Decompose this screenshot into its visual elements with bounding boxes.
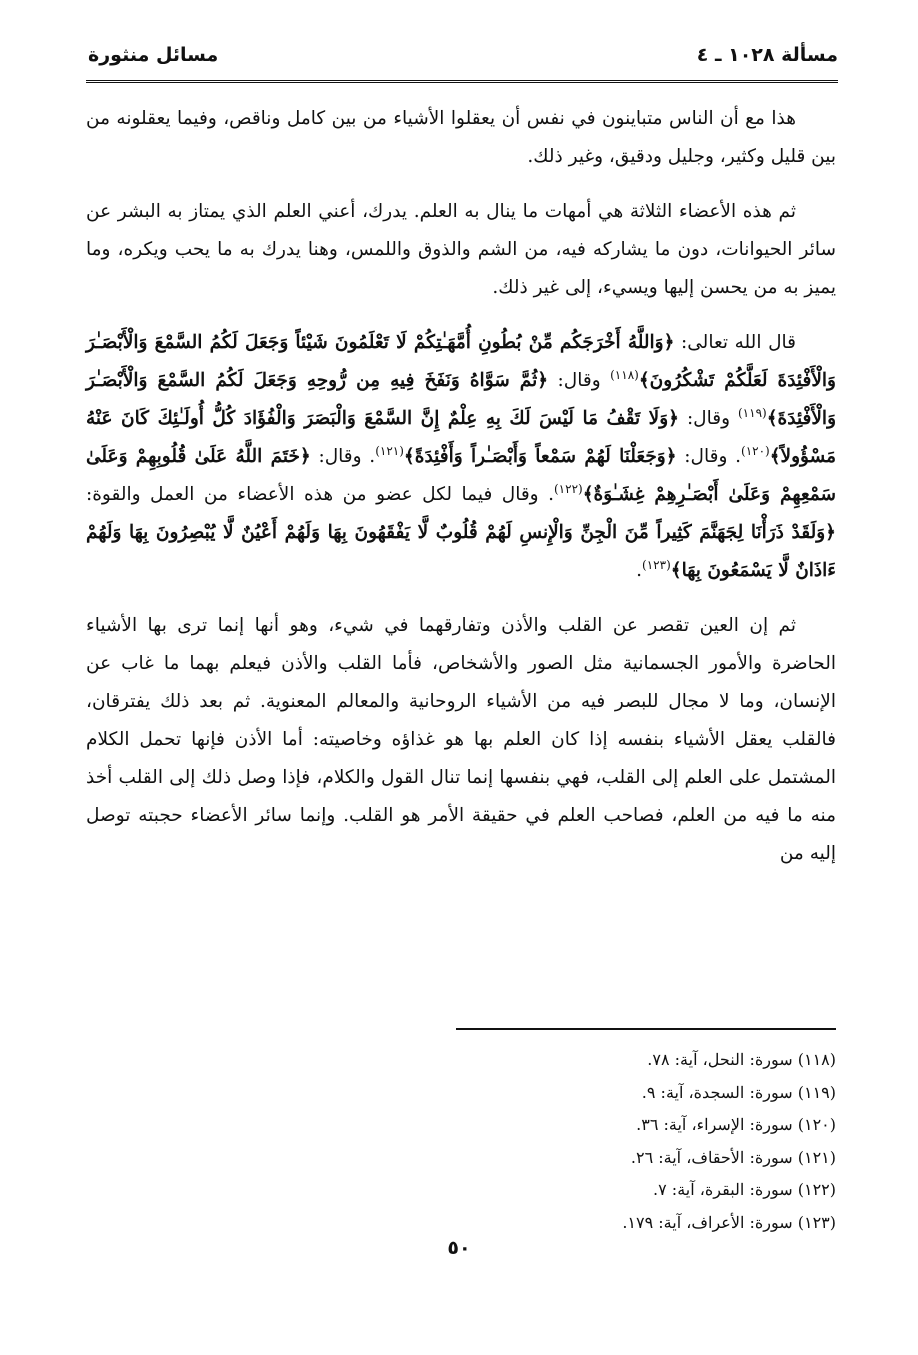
quran-verse: ﴿خَتَمَ اللَّهُ عَلَىٰ قُلُوبِهِمْ وَعَلَىٰ سَمْعِهِمْ وَعَلَىٰ أَبْصَـٰرِهِمْ غِشَـٰوَةٌ﴾	[86, 446, 837, 505]
main-text	[86, 100, 836, 890]
footnotes	[86, 1044, 836, 1239]
prose-text: وقال:	[679, 408, 738, 429]
quran-verse: ﴿وَلَا تَقْفُ مَا لَيْسَ لَكَ بِهِ عِلْمٌ إِنَّ السَّمْعَ وَالْبَصَرَ وَالْفُؤَادَ كُلُّ أُولَـٰئِكَ كَانَ عَنْهُ مَسْؤُولاً﴾	[86, 408, 837, 467]
running-header	[88, 38, 838, 72]
quran-verse: ﴿وَجَعَلْنَا لَهُمْ سَمْعاً وَأَبْصَـٰراً وَأَفْئِدَةً﴾	[403, 446, 677, 467]
footnote-reference: (١١٩)	[737, 405, 767, 420]
quran-verse: ﴿وَاللَّهُ أَخْرَجَكُم مِّنْ بُطُونِ أُمَّهَـٰتِكُمْ لَا تَعْلَمُونَ شَيْئاً وَجَعَلَ لَكُمُ السَّمْعَ وَالْأَبْصَـٰرَ وَالْأَفْئِدَةَ لَعَلَّكُمْ تَشْكُرُونَ﴾	[86, 332, 836, 391]
header-rule	[86, 80, 838, 83]
paragraph-1: هذا مع أن الناس متباينون في نفس أن يعقلوا الأشياء من بين كامل وناقص، وفيما يعقلونه من بين قليل وكثير، وجليل ودقيق، وغير ذلك.	[86, 108, 836, 167]
prose-text: وقال:	[548, 370, 611, 391]
prose-text: قال الله تعالى:	[674, 332, 796, 353]
footnote-reference: (١٢٢)	[553, 481, 583, 496]
paragraph-3-quran-citations	[86, 324, 836, 590]
header-section-number: مسألة ١٠٢٨ ـ ٤	[696, 44, 838, 66]
footnote-122: (١٢٢) سورة: البقرة، آية: ٧.	[653, 1180, 836, 1199]
prose-text: . وقال:	[310, 446, 376, 467]
header-book-title: مسائل منثورة	[88, 44, 219, 66]
footnote-118: (١١٨) سورة: النحل، آية: ٧٨.	[647, 1050, 836, 1069]
prose-text: . وقال فيما لكل عضو من هذه الأعضاء من العمل والقوة:	[86, 484, 554, 505]
paragraph-2: ثم هذه الأعضاء الثلاثة هي أمهات ما ينال به العلم. يدرك، أعني العلم الذي يمتاز به البشر عن سائر الحيوانات، دون ما يشاركه فيه، من الشم والذوق واللمس، وهنا يدرك به ما يحب ويكره، وما يميز به من يحسن إليها ويسيء، إلى غير ذلك.	[86, 201, 836, 298]
footnote-reference: (١٢٠)	[741, 443, 770, 458]
footnote-reference: (١٢١)	[375, 443, 404, 458]
prose-text: . وقال:	[676, 446, 741, 467]
footnote-121: (١٢١) سورة: الأحقاف، آية: ٢٦.	[630, 1147, 836, 1167]
quran-verse: ﴿ثُمَّ سَوَّاهُ وَنَفَخَ فِيهِ مِن رُّوحِهِ وَجَعَلَ لَكُمُ السَّمْعَ وَالْأَبْصَـٰرَ وَالْأَفْئِدَةَ﴾	[86, 370, 836, 429]
footnote-123: (١٢٣) سورة: الأعراف، آية: ١٧٩.	[622, 1212, 836, 1232]
quran-verse: ﴿وَلَقَدْ ذَرَأْنَا لِجَهَنَّمَ كَثِيراً مِّنَ الْجِنِّ وَالْإِنسِ لَهُمْ قُلُوبٌ لَّا يَفْقَهُونَ بِهَا وَلَهُمْ أَعْيُنٌ لَّا يُبْصِرُونَ بِهَا وَلَهُمْ ءَاذَانٌ لَّا يَسْمَعُونَ بِهَا﴾	[86, 522, 836, 581]
footnote-reference: (١١٨)	[610, 367, 639, 382]
footnote-120: (١٢٠) سورة: الإسراء، آية: ٣٦.	[636, 1115, 836, 1134]
prose-text: .	[636, 560, 643, 581]
footnote-rule	[456, 1028, 836, 1030]
footnote-119: (١١٩) سورة: السجدة، آية: ٩.	[641, 1082, 836, 1102]
footnote-reference: (١٢٣)	[642, 557, 671, 572]
paragraph-4: ثم إن العين تقصر عن القلب والأذن وتفارقهما في شيء، وهو أنها إنما ترى بها الأشياء الحاضرة والأمور الجسمانية مثل الصور والأشخاص، فأما القلب والأذن فيعلم بهما ما غاب عن الإنسان، وما لا مجال للبصر فيه من الأشياء الروحانية والمعالم المعنوية. ثم بعد ذلك يفترقان، فالقلب يعقل الأشياء بنفسه إذا كان العلم بها هو غذاؤه وخاصيته: أما الأذن فإنها تحمل الكلام المشتمل على العلم إلى القلب، فهي بنفسها إنما تنال القول والكلام، فإذا وصل ذلك إلى القلب أخذ منه ما فيه من العلم، فصاحب العلم في حقيقة الأمر هو القلب. وإنما سائر الأعضاء حجبته توصل إليه من	[86, 615, 836, 864]
page-number: ٥٠	[447, 1237, 471, 1259]
